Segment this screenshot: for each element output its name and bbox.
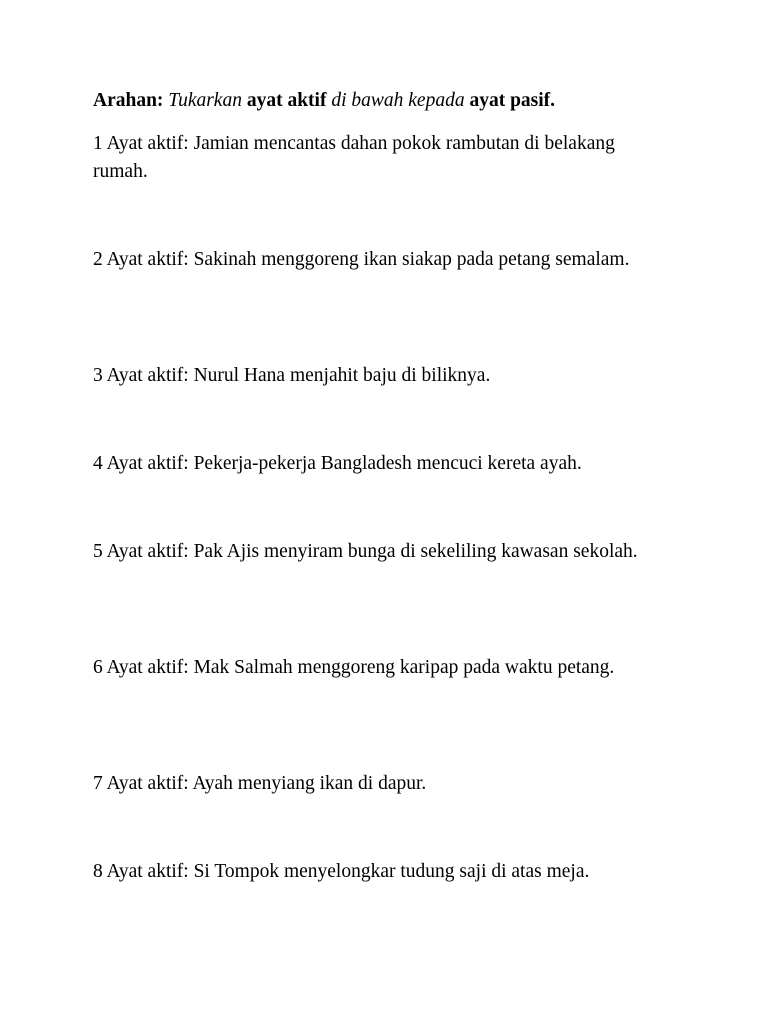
- instruction-active: ayat aktif: [246, 90, 327, 111]
- question-7: 7 Ayat aktif: Ayah menyiang ikan di dapur.: [93, 773, 427, 794]
- instruction-label: Arahan:: [93, 90, 164, 111]
- question-8: 8 Ayat aktif: Si Tompok menyelongkar tudung saji di atas meja.: [93, 861, 590, 882]
- instruction-line: [93, 86, 693, 116]
- question-2: 2 Ayat aktif: Sakinah menggoreng ikan siakap pada petang semalam.: [93, 249, 630, 270]
- document-page: [93, 86, 693, 882]
- question-5: 5 Ayat aktif: Pak Ajis menyiram bunga di sekeliling kawasan sekolah.: [93, 541, 638, 562]
- instruction-verb: Tukarkan: [168, 90, 242, 111]
- question-6: 6 Ayat aktif: Mak Salmah menggoreng karipap pada waktu petang.: [93, 657, 615, 678]
- question-4: 4 Ayat aktif: Pekerja-pekerja Bangladesh mencuci kereta ayah.: [93, 453, 582, 474]
- instruction-connector: di bawah kepada: [331, 90, 465, 111]
- question-3: 3 Ayat aktif: Nurul Hana menjahit baju di biliknya.: [93, 365, 491, 386]
- question-1: 1 Ayat aktif: Jamian mencantas dahan pokok rambutan di belakang rumah.: [93, 133, 615, 182]
- instruction-passive: ayat pasif.: [469, 90, 556, 111]
